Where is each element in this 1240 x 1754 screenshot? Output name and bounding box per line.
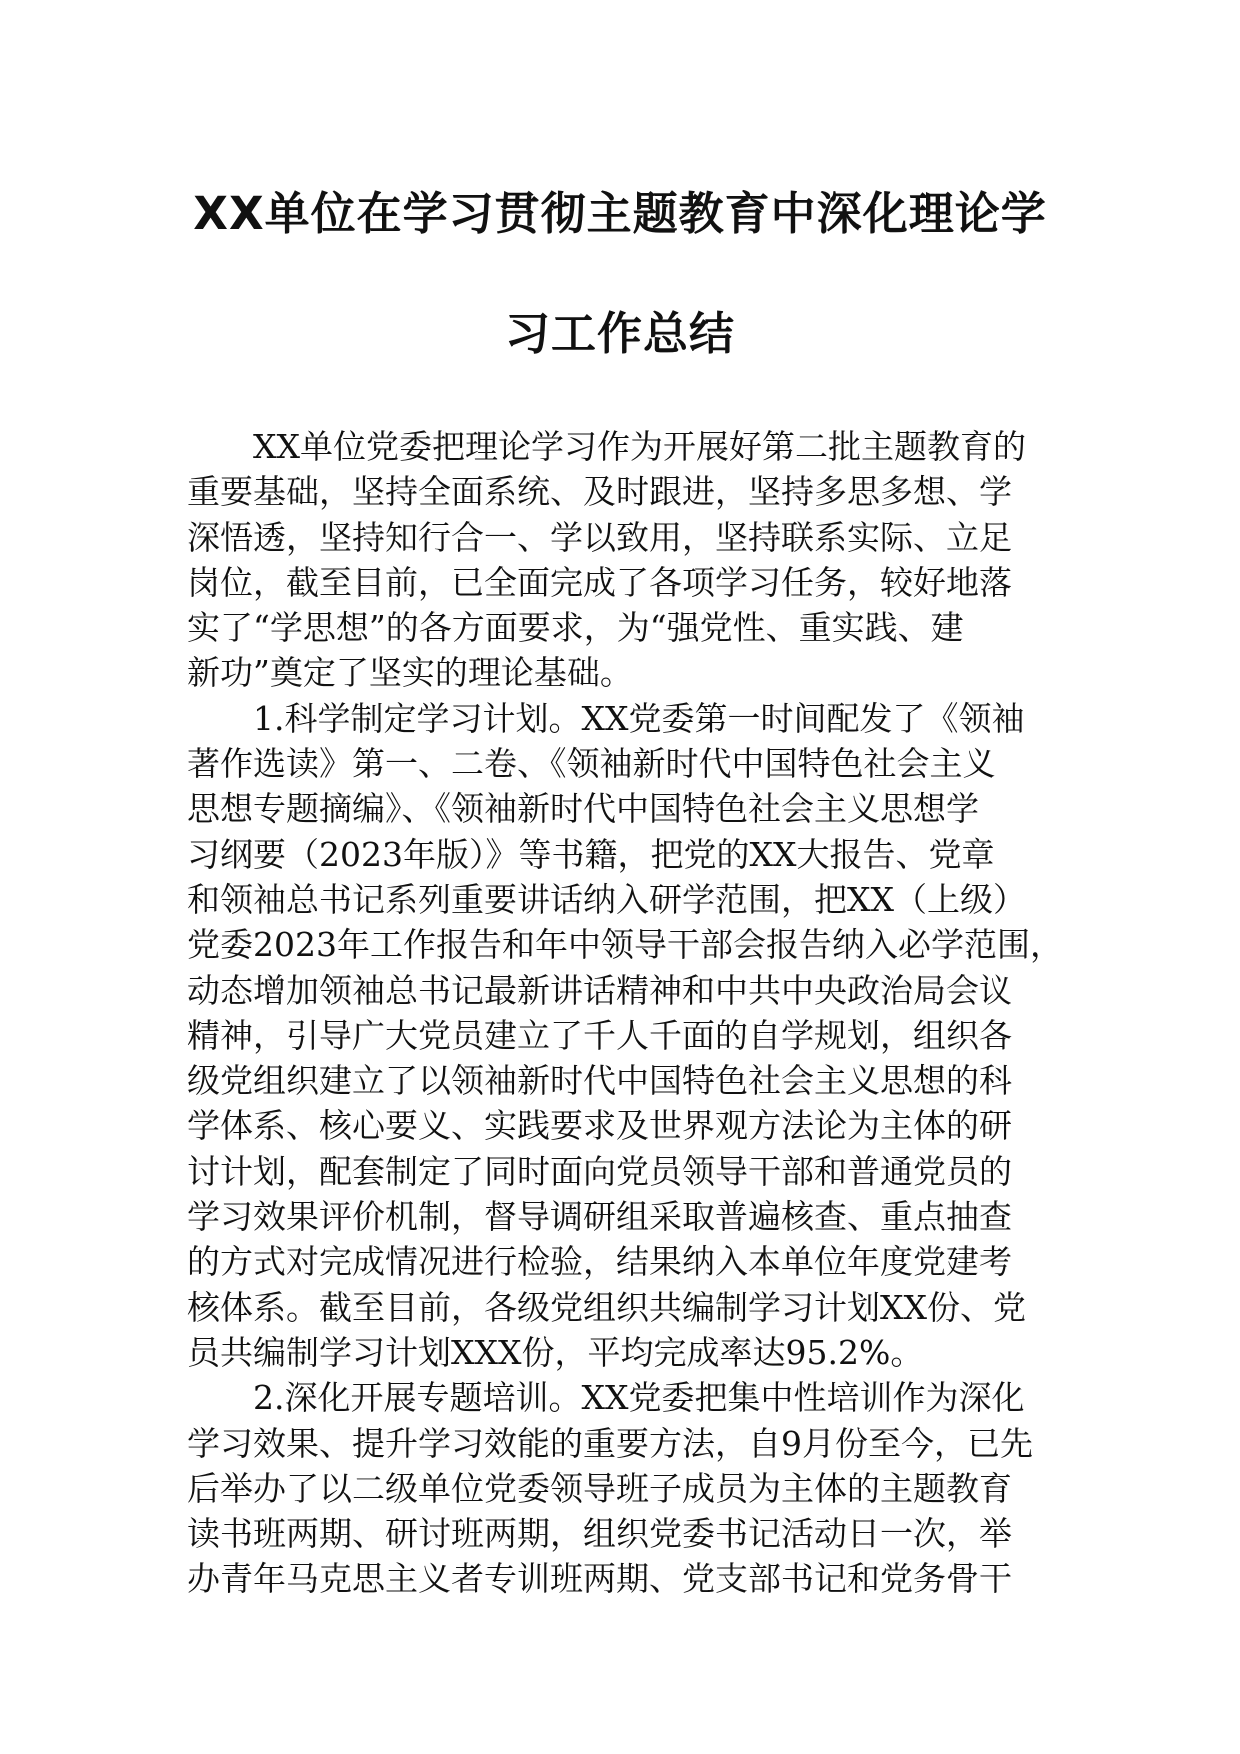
paragraph-section-1 — [187, 696, 1077, 1375]
paragraph-intro — [187, 424, 1077, 696]
document-title-line-1: XX单位在学习贯彻主题教育中深化理论学 — [193, 187, 1047, 240]
text-line: 办青年马克思主义者专训班两期、党支部书记和党务骨干 — [187, 1559, 1012, 1599]
text-line: 讨计划，配套制定了同时面向党员领导干部和普通党员的 — [187, 1151, 1012, 1191]
text-line: 核体系。截至目前，各级党组织共编制学习计划XX份、党 — [187, 1287, 1026, 1327]
text-line: 和领袖总书记系列重要讲话纳入研学范围，把XX（上级） — [187, 879, 1026, 919]
text-line: 岗位，截至目前，已全面完成了各项学习任务，较好地落 — [187, 562, 1012, 602]
text-line: XX单位党委把理论学习作为开展好第二批主题教育的 — [253, 427, 1026, 466]
text-line: 1.科学制定学习计划。XX党委第一时间配发了《领袖 — [253, 698, 1025, 738]
text-line: 学习效果、提升学习效能的重要方法，自9月份至今，已先 — [187, 1423, 1033, 1463]
text-line: 重要基础，坚持全面系统、及时跟进，坚持多思多想、学 — [187, 472, 1012, 512]
text-line: 精神，引导广大党员建立了千人千面的自学规划，组织各 — [187, 1015, 1012, 1055]
document-title-line-2: 习工作总结 — [504, 307, 735, 360]
text-line: 员共编制学习计划XXX份，平均完成率达95.2%。 — [187, 1332, 924, 1372]
text-line: 2.深化开展专题培训。XX党委把集中性培训作为深化 — [253, 1378, 1025, 1418]
text-line: 新功”奠定了坚实的理论基础。 — [187, 653, 633, 693]
text-line: 的方式对完成情况进行检验，结果纳入本单位年度党建考 — [187, 1242, 1012, 1282]
document-body — [187, 424, 1077, 1602]
text-line: 学体系、核心要义、实践要求及世界观方法论为主体的研 — [187, 1106, 1012, 1146]
text-line: 级党组织建立了以领袖新时代中国特色社会主义思想的科 — [187, 1061, 1012, 1101]
text-line: 后举办了以二级单位党委领导班子成员为主体的主题教育 — [187, 1468, 1012, 1508]
text-line: 习纲要（2023年版）》等书籍，把党的XX大报告、党章 — [187, 834, 995, 874]
text-line: 学习效果评价机制，督导调研组采取普遍核查、重点抽查 — [187, 1197, 1012, 1237]
text-line: 著作选读》第一、二卷、《领袖新时代中国特色社会主义 — [187, 744, 996, 784]
text-line: 深悟透，坚持知行合一、学以致用，坚持联系实际、立足 — [187, 517, 1012, 557]
text-line: 实了“学思想”的各方面要求，为“强党性、重实践、建 — [187, 608, 964, 648]
text-line: 党委2023年工作报告和年中领导干部会报告纳入必学范围， — [187, 925, 1063, 965]
paragraph-section-2 — [187, 1375, 1077, 1601]
text-line: 动态增加领袖总书记最新讲话精神和中共中央政治局会议 — [187, 970, 1012, 1010]
text-line: 思想专题摘编》、《领袖新时代中国特色社会主义思想学 — [187, 789, 979, 829]
text-line: 读书班两期、研讨班两期，组织党委书记活动日一次，举 — [187, 1514, 1012, 1554]
